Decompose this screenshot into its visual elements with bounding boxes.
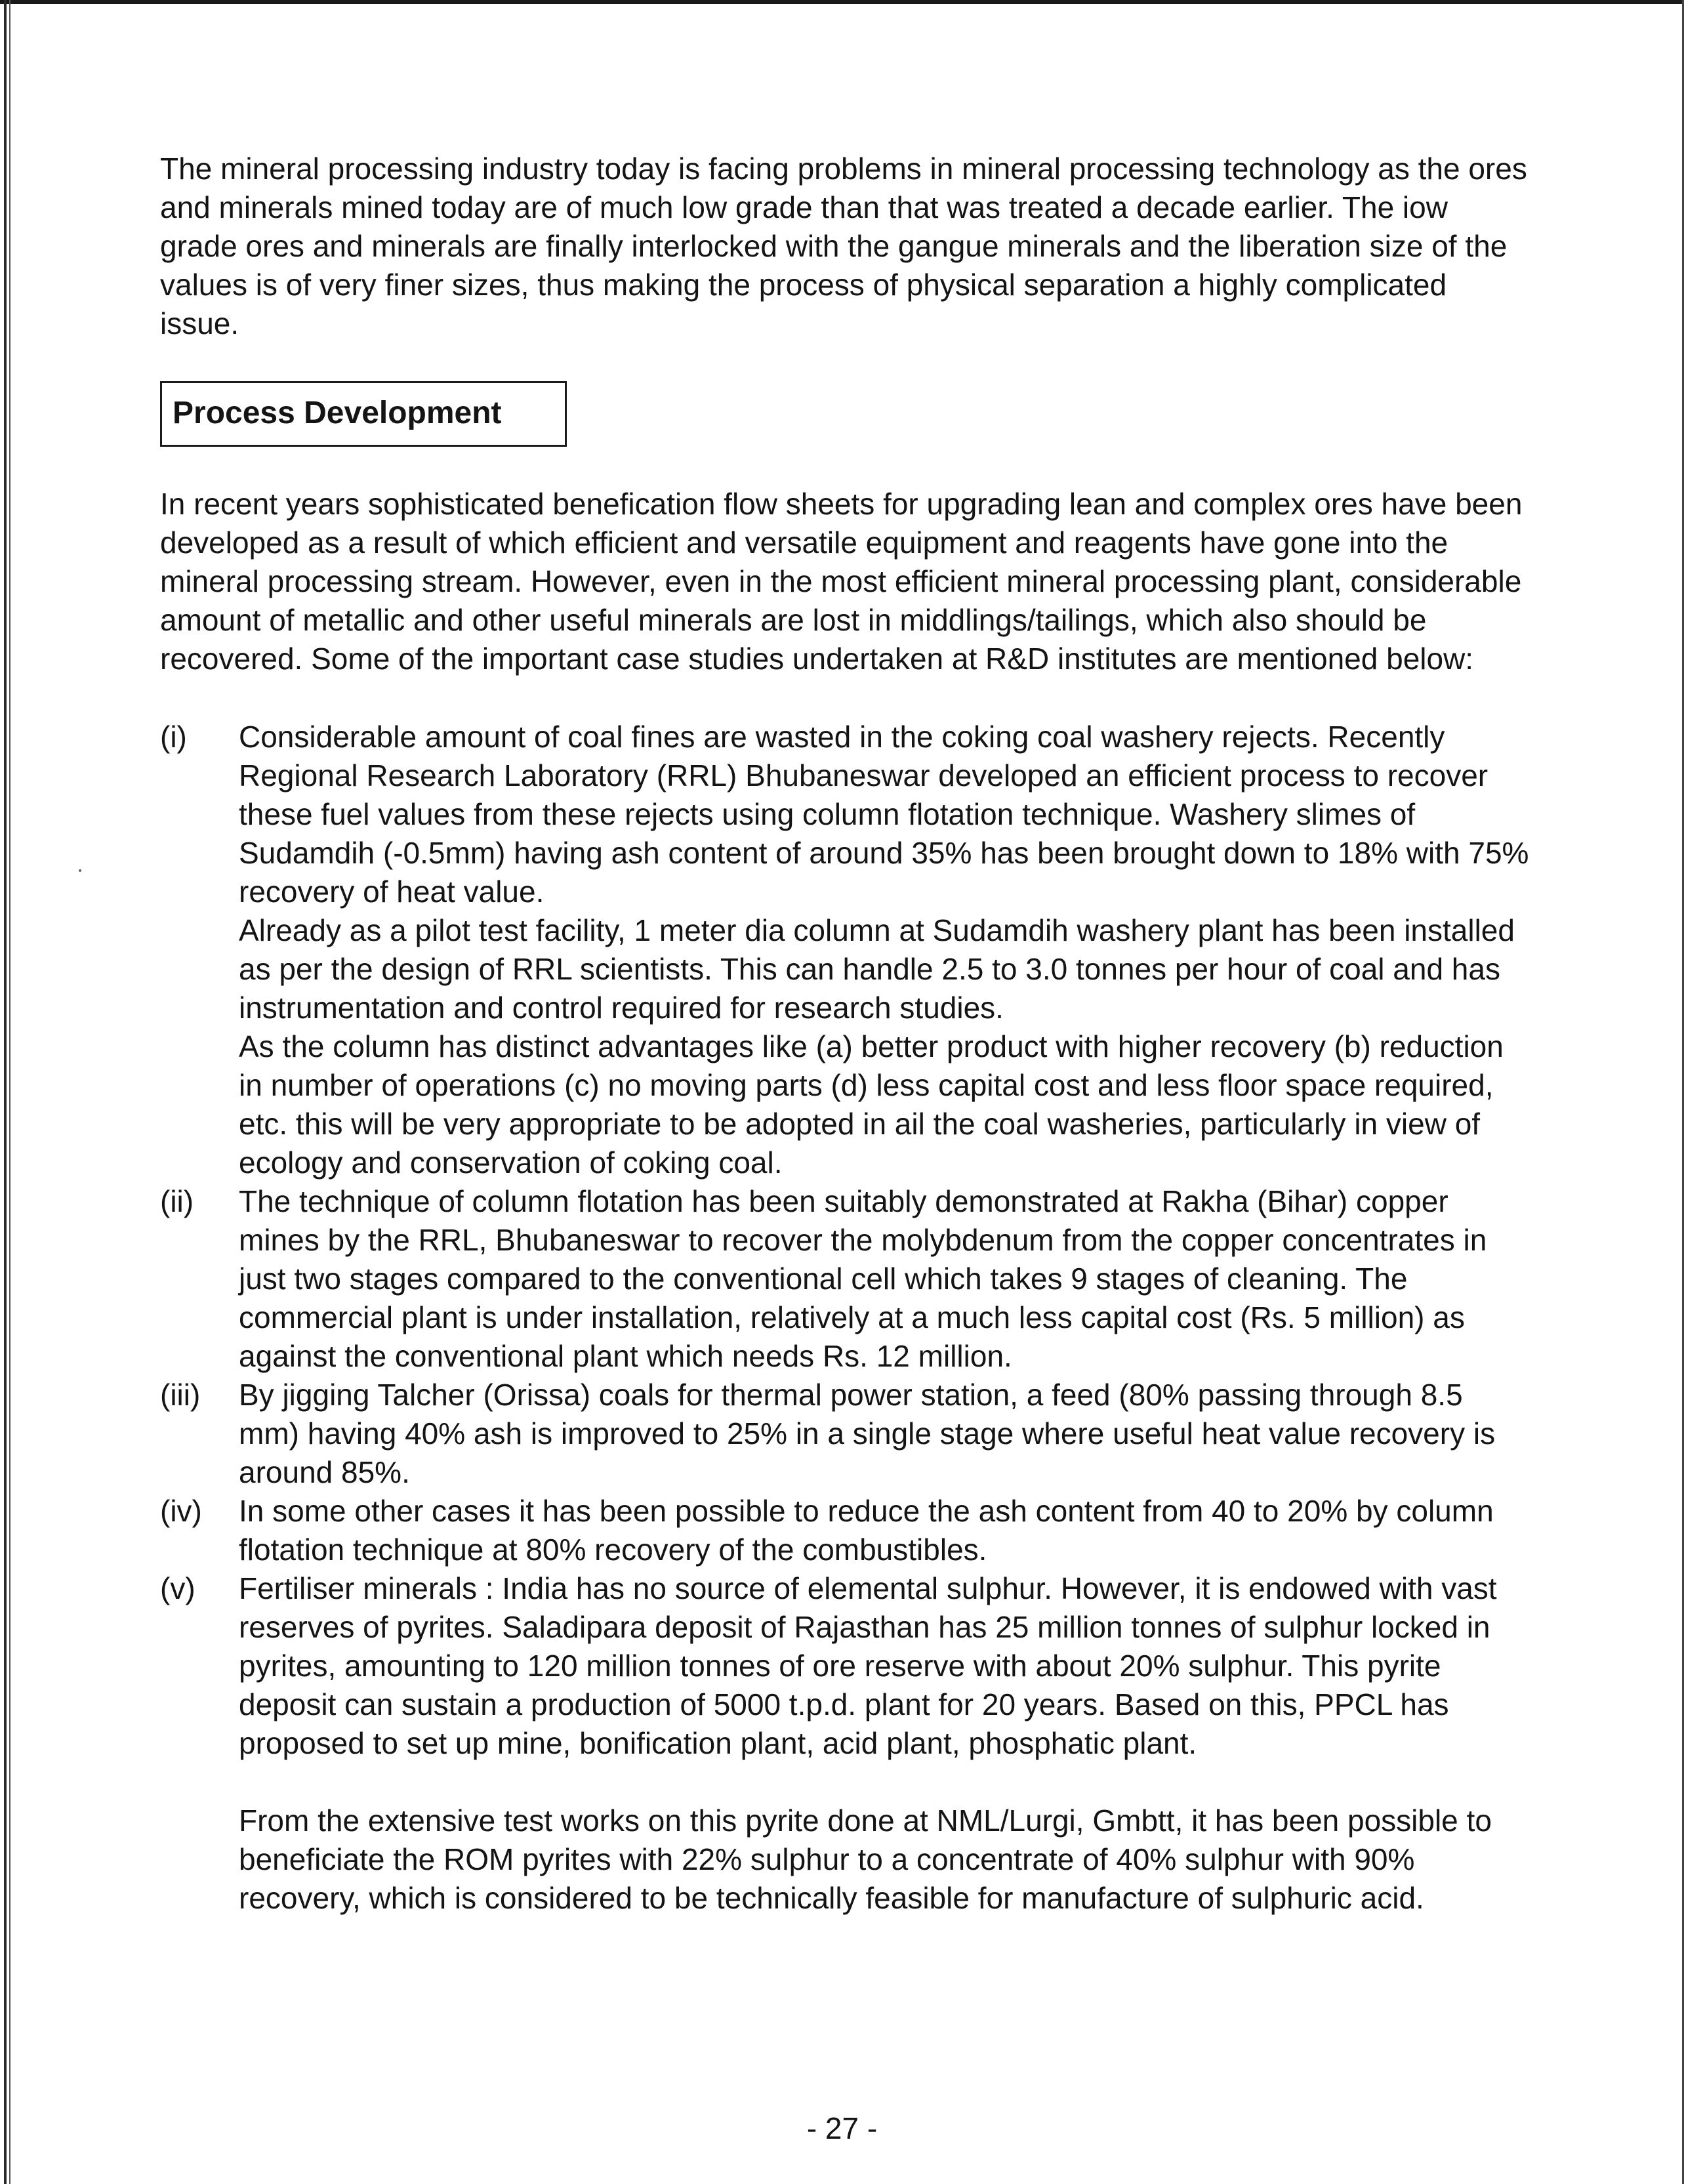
- list-item-marker: (iv): [160, 1494, 202, 1528]
- list-item: [160, 1569, 1531, 1918]
- list-item: [160, 718, 1531, 1182]
- list-item-body: [239, 1182, 1531, 1376]
- list-item-marker: (iii): [160, 1378, 201, 1412]
- section-heading: Process Development: [173, 396, 502, 430]
- page-number: - 27 -: [806, 2111, 878, 2145]
- list-item-body: [239, 1569, 1531, 1918]
- list-item-body: [239, 718, 1531, 1182]
- list-item-paragraph: By jigging Talcher (Orissa) coals for thermal power station, a feed (80% passing through 8.5 mm) having 40% ash is improved to 25% in a single stage where useful heat value recovery is around 85%.: [239, 1378, 1496, 1489]
- list-item-paragraph: From the extensive test works on this pyrite done at NML/Lurgi, Gmbtt, it has been possible to beneficiate the ROM pyrites with 22% sulphur to a concentrate of 40% sulphur with 90% recovery, which is considered to be technically feasible for manufacture of sulphuric acid.: [239, 1803, 1492, 1915]
- lead-paragraph: In recent years sophisticated benefication flow sheets for upgrading lean and complex ores have been developed as a result of which efficient and versatile equipment and reagents have gone into the mineral processing stream. However, even in the most efficient mineral processing plant, considerable amount of metallic and other useful minerals are lost in middlings/tailings, which also should be recovered. Some of the important case studies undertaken at R&D institutes are mentioned below:: [160, 487, 1523, 676]
- list-item-marker: (i): [160, 720, 187, 754]
- section-heading-box: [160, 381, 567, 447]
- list-item-marker: (ii): [160, 1184, 194, 1218]
- list-item: [160, 1182, 1531, 1376]
- list-item-paragraph: In some other cases it has been possible to reduce the ash content from 40 to 20% by column flotation technique at 80% recovery of the combustibles.: [239, 1494, 1494, 1567]
- list-item-body: [239, 1376, 1531, 1492]
- page-content: [160, 150, 1531, 1918]
- list-item: [160, 1376, 1531, 1492]
- list-item-paragraph: As the column has distinct advantages like (a) better product with higher recovery (b) reduction in number of operations (c) no moving parts (d) less capital cost and less floor space required, etc. this will be very appropriate to be adopted in ail the coal washeries, particularly in view of ecology and conservation of coking coal.: [239, 1029, 1504, 1180]
- intro-paragraph: The mineral processing industry today is facing problems in mineral processing technology as the ores and minerals mined today are of much low grade than that was treated a decade earlier. The iow grade ores and minerals are finally interlocked with the gangue minerals and the liberation size of the values is of very finer sizes, thus making the process of physical separation a highly complicated issue.: [160, 152, 1527, 340]
- list-item-paragraph: Already as a pilot test facility, 1 meter dia column at Sudamdih washery plant has been installed as per the design of RRL scientists. This can handle 2.5 to 3.0 tonnes per hour of coal and has instrumentation and control required for research studies.: [239, 913, 1515, 1025]
- list-item: [160, 1492, 1531, 1569]
- list-item-marker: (v): [160, 1571, 195, 1605]
- list-item-paragraph: Fertiliser minerals : India has no source of elemental sulphur. However, it is endowed with vast reserves of pyrites. Saladipara deposit of Rajasthan has 25 million tonnes of sulphur locked in pyrites, amounting to 120 million tonnes of ore reserve with about 20% sulphur. This pyrite deposit can sustain a production of 5000 t.p.d. plant for 20 years. Based on this, PPCL has proposed to set up mine, bonification plant, acid plant, phosphatic plant.: [239, 1571, 1497, 1760]
- page-left-border-inner: [9, 0, 10, 2184]
- page-left-border: [4, 0, 7, 2184]
- list-item-paragraph: Considerable amount of coal fines are wasted in the coking coal washery rejects. Recently Regional Research Laboratory (RRL) Bhubaneswar developed an efficient process to recover these fuel values from these rejects using column flotation technique. Washery slimes of Sudamdih (-0.5mm) having ash content of around 35% has been brought down to 18% with 75% recovery of heat value.: [239, 720, 1529, 909]
- list-item-paragraph: The technique of column flotation has been suitably demonstrated at Rakha (Bihar) copper mines by the RRL, Bhubaneswar to recover the molybdenum from the copper concentrates in just two stages compared to the conventional cell which takes 9 stages of cleaning. The commercial plant is under installation, relatively at a much less capital cost (Rs. 5 million) as against the conventional plant which needs Rs. 12 million.: [239, 1184, 1487, 1373]
- list-item-body: [239, 1492, 1531, 1569]
- case-study-list: [160, 718, 1531, 1918]
- scan-speck: [79, 869, 81, 872]
- page-top-border: [0, 0, 1684, 4]
